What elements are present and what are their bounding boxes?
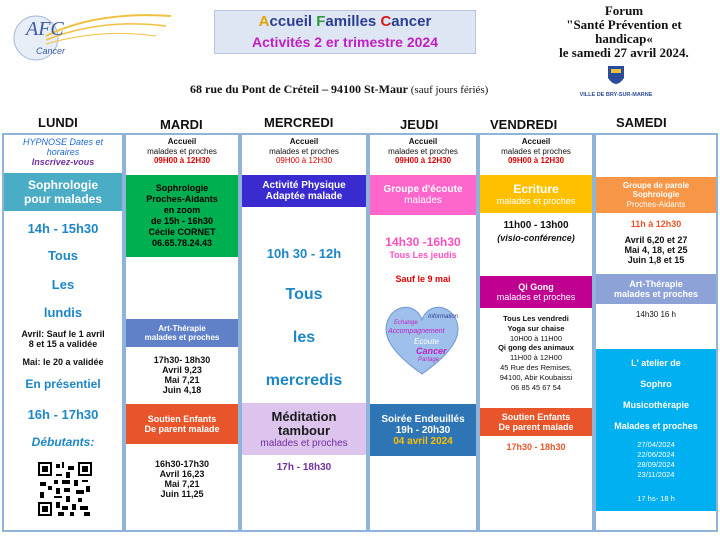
band-line: de 15h - 16h30 <box>150 216 214 226</box>
vendredi-accueil <box>480 137 592 166</box>
page-subtitle: Activités 2 er trimestre 2024 <box>252 34 438 50</box>
detail-line: 10H00 à 11H00 <box>510 333 562 343</box>
forum-line: Forum <box>604 3 644 18</box>
band-line: De parent malade <box>144 424 220 434</box>
day-jeudi: JEUDI <box>400 117 439 132</box>
detail-line: 94100, Abir Koubaissi <box>499 372 573 382</box>
band-line: en zoom <box>163 205 201 215</box>
detail-line: Tous Les vendredi <box>503 314 569 323</box>
time-line: Juin 11,25 <box>160 489 204 499</box>
hypnose-line: HYPNOSE Dates et <box>22 137 104 147</box>
address-note: (sauf jours fériés) <box>410 84 489 96</box>
soutien-enfants-band <box>126 404 238 444</box>
bry-logo <box>574 64 658 110</box>
hypnose-line: horaires <box>46 147 80 157</box>
time-line: Avril 16,23 <box>159 469 205 479</box>
hypnose-note <box>4 137 122 167</box>
band-line: Cécile CORNET <box>148 227 216 237</box>
band-line: Groupe de parole <box>622 180 690 190</box>
band-line: malades <box>404 195 442 206</box>
detail-line: 11H00 à 12H00 <box>510 353 562 363</box>
band-line: 19h - 20h30 <box>395 424 451 436</box>
time-line: Mai 7,21 <box>164 375 200 385</box>
logo-word: Cancer <box>36 46 66 56</box>
bry-label: VILLE DE BRY-SUR-MARNE <box>579 92 653 98</box>
mercredi-tous: Tous <box>285 286 323 303</box>
mercredi-time2: 17h - 18h30 <box>276 462 332 473</box>
art-therapie-times <box>126 355 238 395</box>
note-line: 8 et 15 a validée <box>28 339 98 349</box>
art-therapie-band <box>126 319 238 347</box>
date-line: 22/06/2024 <box>637 450 675 459</box>
day-vendredi: VENDREDI <box>490 117 558 132</box>
vendredi-visio: (visio-conférence) <box>497 233 575 243</box>
band-line: Méditation <box>271 408 337 424</box>
band-line: Soirée Endeuillés <box>381 413 465 425</box>
band-line: Soutien Enfants <box>501 412 571 422</box>
lundi-presentiel: En présentiel <box>25 377 101 391</box>
mercredi-les: les <box>292 329 316 346</box>
heart-word: Cancer <box>416 346 447 356</box>
band-line: Groupe d'écoute <box>383 184 463 195</box>
sophro-musico-time: 17 hs- 18 h <box>637 494 675 503</box>
band-line: L' atelier de <box>631 358 681 368</box>
accueil-title: Accueil <box>289 137 319 146</box>
detail-line: 45 Rue des Remises, <box>500 362 572 372</box>
heart-word: Partage <box>418 357 440 363</box>
band-line: 04 avril 2024 <box>393 435 453 447</box>
time-line: Mai 7,21 <box>164 479 200 489</box>
day-mercredi: MERCREDI <box>264 115 334 130</box>
band-line: Musicothérapie <box>622 400 689 410</box>
qr-code[interactable] <box>36 460 94 518</box>
band-line: Proches-Aidants <box>626 199 686 209</box>
detail-line: Qi gong des animaux <box>498 343 574 353</box>
mercredi-mercredis: mercredis <box>265 372 343 389</box>
band-line: Sophrologie <box>28 178 98 192</box>
jeudi-time: 14h30 -16h30 <box>385 235 461 249</box>
accueil-sub: malades et proches <box>388 146 458 156</box>
band-line: malades et proches <box>496 196 576 206</box>
forum-notice <box>538 4 710 60</box>
band-line: De parent malade <box>498 422 574 432</box>
page-title <box>215 13 475 30</box>
day-samedi: SAMEDI <box>616 115 667 130</box>
mercredi-accueil <box>242 137 366 166</box>
band-line: malades et proches <box>144 333 220 342</box>
samedi-time: 11h à 12h30 <box>630 219 682 229</box>
vendredi-time3: 17h30 - 18h30 <box>506 442 566 452</box>
samedi-dates <box>596 235 716 265</box>
address-text: 68 rue du Pont de Créteil – 94100 St-Maur <box>190 82 408 96</box>
accueil-sub: malades et proches <box>147 146 217 156</box>
accueil-time: 09H00 à 12H30 <box>275 156 333 165</box>
band-line: Ecriture <box>513 182 559 196</box>
heart-word: Accompagnement <box>388 328 445 335</box>
forum-line: le samedi 27 avril 2024. <box>559 45 689 60</box>
forum-line: "Santé Prévention et <box>566 17 682 32</box>
band-line: Proches-Aidants <box>146 194 218 204</box>
jeudi-tous: Tous Les jeudis <box>389 250 457 260</box>
jeudi-sauf: Sauf le 9 mai <box>395 274 451 284</box>
heart-icon <box>378 298 466 378</box>
accueil-title: Accueil <box>167 137 197 146</box>
afc-logo <box>6 6 176 68</box>
activite-physique-band <box>242 175 366 207</box>
groupe-ecoute-band <box>370 175 476 215</box>
band-line: Art-Thérapie <box>629 279 683 289</box>
heart-word: Ecoute <box>414 337 439 346</box>
band-line: Sophro <box>640 379 672 389</box>
note-line: Avril: Sauf le 1 avril <box>21 329 105 339</box>
qi-gong-band <box>480 276 592 308</box>
ecriture-band <box>480 175 592 213</box>
band-line: Adaptée malade <box>265 191 343 202</box>
time-line: 16h30-17h30 <box>154 459 210 469</box>
sophro-musico-title <box>596 353 716 437</box>
lundi-note1 <box>4 329 122 349</box>
date-line: 28/09/2024 <box>637 460 675 469</box>
detail-line: 06 85 45 67 54 <box>510 382 562 392</box>
band-line: malades et proches <box>613 289 699 299</box>
time-line: Juin 4,18 <box>162 385 202 395</box>
date-line: Juin 1,8 et 15 <box>627 255 685 265</box>
accueil-title: Accueil <box>521 137 551 146</box>
lundi-time2: 16h - 17h30 <box>27 407 99 422</box>
band-line: Malades et proches <box>614 421 698 431</box>
crest-icon <box>606 64 626 90</box>
date-line: Avril 6,20 et 27 <box>624 235 688 245</box>
day-lundi: LUNDI <box>38 115 78 130</box>
forum-line: handicap« <box>595 31 653 46</box>
title-box <box>214 10 476 54</box>
title-letter-c: C <box>380 13 392 30</box>
soutien-enfants-band-vendredi <box>480 408 592 436</box>
day-mardi: MARDI <box>160 117 203 132</box>
groupe-parole-band <box>596 177 716 213</box>
qi-gong-details <box>480 314 592 392</box>
logo-letters: AFC <box>26 18 64 40</box>
band-line: Qi Gong <box>518 282 554 292</box>
band-line: Art-Thérapie <box>158 323 206 333</box>
soiree-endeuilles-band <box>370 404 476 456</box>
mercredi-time: 10h 30 - 12h <box>266 246 342 261</box>
lundi-lundis: lundis <box>43 305 83 320</box>
lundi-tous: Tous <box>47 248 79 263</box>
title-letter-a: A <box>258 13 270 30</box>
sophro-musico-dates <box>596 440 716 480</box>
lundi-time: 14h - 15h30 <box>27 221 99 236</box>
vendredi-time: 11h00 - 13h00 <box>503 220 569 231</box>
date-line: 23/11/2024 <box>637 470 675 479</box>
time-line: Avril 9,23 <box>162 365 202 375</box>
mardi-accueil <box>126 137 238 166</box>
heart-word: Information <box>428 314 459 320</box>
title-word-1: ccueil <box>269 13 317 30</box>
title-word-2: amilles <box>325 13 381 30</box>
time-line: 17h30- 18h30 <box>153 355 211 365</box>
accueil-time: 09H00 à 12H30 <box>394 156 452 165</box>
lundi-note2: Mai: le 20 a validée <box>22 357 104 367</box>
accueil-title: Accueil <box>408 137 438 146</box>
accueil-time: 09H00 à 12H30 <box>507 156 565 165</box>
date-line: 27/04/2024 <box>637 440 675 449</box>
title-letter-f: F <box>316 13 326 30</box>
band-line: Sophrologie <box>632 190 680 200</box>
heart-word: Echange <box>394 320 418 326</box>
jeudi-accueil <box>370 137 476 166</box>
samedi-at-time: 14h30 16 h <box>635 310 677 319</box>
title-word-3: ancer <box>391 13 432 30</box>
sophrologie-band <box>4 173 122 211</box>
band-line: Soutien Enfants <box>147 414 217 424</box>
band-line: Activité Physique <box>262 180 346 191</box>
art-therapie-band-samedi <box>596 274 716 304</box>
sophrologie-proches-band <box>126 175 238 257</box>
band-line: pour malades <box>23 192 103 206</box>
address <box>190 82 540 97</box>
band-line: tambour <box>278 422 330 438</box>
accueil-time: 09H00 à 12H30 <box>153 156 211 165</box>
band-line: malades et proches <box>496 292 576 302</box>
hypnose-line: Inscrivez-vous <box>31 157 95 167</box>
lundi-les: Les <box>51 277 75 292</box>
lundi-debutants: Débutants: <box>31 435 95 449</box>
soutien-enfants-times <box>126 459 238 499</box>
date-line: Mai 4, 18, et 25 <box>624 245 688 255</box>
band-line: malades et proches <box>260 437 348 449</box>
accueil-sub: malades et proches <box>501 146 571 156</box>
accueil-sub: malades et proches <box>269 146 339 156</box>
band-line: 06.65.78.24.43 <box>151 238 213 248</box>
band-line: Sophrologie <box>155 183 209 193</box>
detail-line: Yoga sur chaise <box>507 323 565 333</box>
meditation-band <box>242 403 366 455</box>
